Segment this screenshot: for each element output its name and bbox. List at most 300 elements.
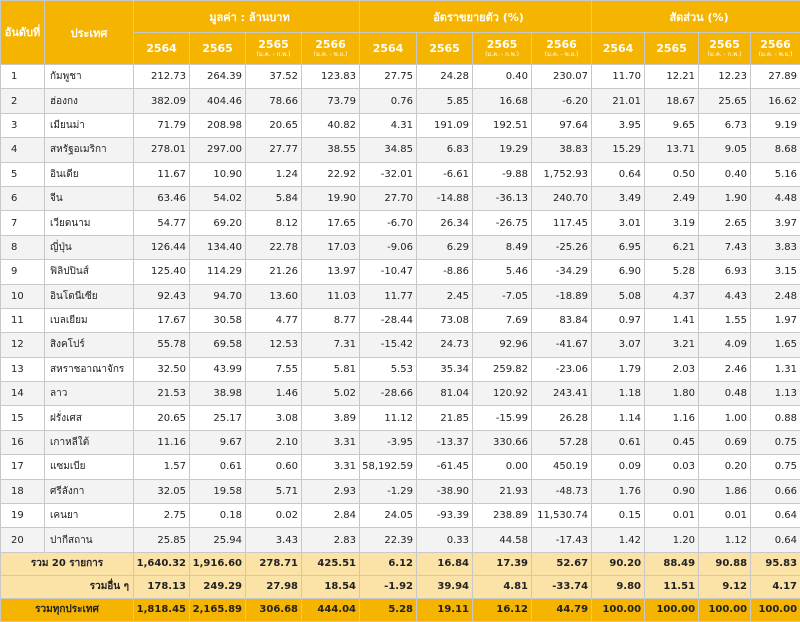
value-cell: 8.12 [246, 211, 302, 235]
value-cell: 0.64 [751, 504, 800, 528]
value-cell: 1.97 [751, 308, 800, 332]
year-label: 2565 [645, 43, 698, 55]
rank-cell: 1 [1, 65, 45, 89]
year-header [417, 33, 473, 65]
value-cell: 0.40 [473, 65, 532, 89]
value-cell: 330.66 [473, 430, 532, 454]
value-cell: 1.18 [592, 382, 645, 406]
value-cell: 264.39 [190, 65, 246, 89]
value-cell: 44.58 [473, 528, 532, 552]
value-cell: 58,192.59 [360, 455, 417, 479]
value-cell: 26.28 [532, 406, 592, 430]
value-cell: -3.95 [360, 430, 417, 454]
value-cell: 450.19 [532, 455, 592, 479]
value-cell: 6.73 [699, 113, 751, 137]
value-cell: 21.85 [417, 406, 473, 430]
rank-cell: 16 [1, 430, 45, 454]
value-cell: -6.20 [532, 89, 592, 113]
value-cell: 5.81 [302, 357, 360, 381]
value-cell: 71.79 [134, 113, 190, 137]
value-cell: 11.77 [360, 284, 417, 308]
total-value-cell: 100.00 [699, 598, 751, 621]
value-cell: 34.85 [360, 138, 417, 162]
value-cell: 2.48 [751, 284, 800, 308]
value-cell: 192.51 [473, 113, 532, 137]
year-label: 2565 [190, 43, 245, 55]
value-cell: 22.78 [246, 235, 302, 259]
value-cell: 13.97 [302, 260, 360, 284]
value-cell: 24.05 [360, 504, 417, 528]
total-value-cell: 100.00 [592, 598, 645, 621]
table-row [1, 65, 800, 89]
value-cell: 0.76 [360, 89, 417, 113]
table-row [1, 455, 800, 479]
total-value-cell: 88.49 [645, 552, 699, 575]
value-cell: 1.79 [592, 357, 645, 381]
value-cell: 9.67 [190, 430, 246, 454]
country-cell: ฟิลิปปินส์ [45, 260, 134, 284]
value-cell: 120.92 [473, 382, 532, 406]
year-note: (ม.ค. - พ.ย.) [532, 51, 591, 59]
value-cell: 0.75 [751, 430, 800, 454]
value-cell: 1.41 [645, 308, 699, 332]
value-cell: 73.79 [302, 89, 360, 113]
value-cell: 0.45 [645, 430, 699, 454]
value-cell: 297.00 [190, 138, 246, 162]
total-value-cell: 11.51 [645, 575, 699, 598]
value-cell: 230.07 [532, 65, 592, 89]
country-cell: สหราชอาณาจักร [45, 357, 134, 381]
value-cell: -36.13 [473, 186, 532, 210]
value-cell: 1.24 [246, 162, 302, 186]
value-cell: 2.83 [302, 528, 360, 552]
value-cell: 12.53 [246, 333, 302, 357]
value-cell: 17.67 [134, 308, 190, 332]
value-cell: 0.15 [592, 504, 645, 528]
rank-cell: 11 [1, 308, 45, 332]
year-header [645, 33, 699, 65]
year-header [473, 33, 532, 65]
rank-header: อันดับที่ [1, 1, 45, 65]
table-row [1, 138, 800, 162]
table-body [1, 65, 800, 553]
country-cell: ศรีลังกา [45, 479, 134, 503]
value-cell: 2.49 [645, 186, 699, 210]
value-cell: 8.68 [751, 138, 800, 162]
value-cell: 0.75 [751, 455, 800, 479]
value-cell: 11.16 [134, 430, 190, 454]
value-cell: 6.21 [645, 235, 699, 259]
total-value-cell: 18.54 [302, 575, 360, 598]
value-cell: 19.29 [473, 138, 532, 162]
rank-cell: 20 [1, 528, 45, 552]
rank-cell: 12 [1, 333, 45, 357]
total-value-cell: 2,165.89 [190, 598, 246, 621]
total-value-cell: 425.51 [302, 552, 360, 575]
country-cell: ลาว [45, 382, 134, 406]
value-cell: -28.44 [360, 308, 417, 332]
year-label: 2565 [473, 39, 531, 51]
value-cell: 37.52 [246, 65, 302, 89]
country-cell: สหรัฐอเมริกา [45, 138, 134, 162]
rank-cell: 14 [1, 382, 45, 406]
rank-cell: 10 [1, 284, 45, 308]
value-cell: 2.75 [134, 504, 190, 528]
value-cell: 0.40 [699, 162, 751, 186]
value-cell: 0.64 [751, 528, 800, 552]
value-cell: 3.31 [302, 455, 360, 479]
value-cell: 40.82 [302, 113, 360, 137]
year-header [360, 33, 417, 65]
value-cell: 24.73 [417, 333, 473, 357]
value-cell: 3.95 [592, 113, 645, 137]
year-label: 2564 [592, 43, 644, 55]
total-value-cell: 249.29 [190, 575, 246, 598]
rank-cell: 4 [1, 138, 45, 162]
country-header: ประเทศ [45, 1, 134, 65]
value-cell: 11.70 [592, 65, 645, 89]
value-cell: 43.99 [190, 357, 246, 381]
country-cell: ฮ่องกง [45, 89, 134, 113]
value-cell: 1.42 [592, 528, 645, 552]
year-label: 2566 [751, 39, 800, 51]
year-header [532, 33, 592, 65]
value-cell: -7.05 [473, 284, 532, 308]
table-row [1, 308, 800, 332]
value-cell: 3.89 [302, 406, 360, 430]
value-cell: 9.65 [645, 113, 699, 137]
value-cell: 2.65 [699, 211, 751, 235]
value-cell: 2.84 [302, 504, 360, 528]
value-cell: 2.93 [302, 479, 360, 503]
value-cell: 6.95 [592, 235, 645, 259]
value-cell: 5.02 [302, 382, 360, 406]
value-cell: 11.03 [302, 284, 360, 308]
value-cell: 32.05 [134, 479, 190, 503]
year-label: 2565 [246, 39, 301, 51]
year-header [134, 33, 190, 65]
total-value-cell: 19.11 [417, 598, 473, 621]
value-cell: 1.55 [699, 308, 751, 332]
value-cell: 259.82 [473, 357, 532, 381]
year-note: (ม.ค. - ก.พ.) [246, 51, 301, 59]
value-cell: 5.08 [592, 284, 645, 308]
value-cell: 0.01 [699, 504, 751, 528]
country-cell: เบลเยียม [45, 308, 134, 332]
value-cell: 4.37 [645, 284, 699, 308]
total-value-cell: 6.12 [360, 552, 417, 575]
table-row [1, 284, 800, 308]
value-cell: 21.01 [592, 89, 645, 113]
table-row [1, 113, 800, 137]
value-cell: 1.20 [645, 528, 699, 552]
value-cell: 0.33 [417, 528, 473, 552]
year-note: (ม.ค. - พ.ย.) [302, 51, 359, 59]
value-cell: 1,752.93 [532, 162, 592, 186]
value-cell: 5.46 [473, 260, 532, 284]
value-cell: 27.70 [360, 186, 417, 210]
total-row [1, 598, 800, 621]
total-row [1, 575, 800, 598]
value-cell: 2.10 [246, 430, 302, 454]
year-note: (ม.ค. - ก.พ.) [699, 51, 750, 59]
year-note: (ม.ค. - ก.พ.) [473, 51, 531, 59]
total-value-cell: 95.83 [751, 552, 800, 575]
year-header [751, 33, 800, 65]
value-cell: 38.83 [532, 138, 592, 162]
value-cell: 0.61 [592, 430, 645, 454]
value-cell: 97.64 [532, 113, 592, 137]
rank-cell: 3 [1, 113, 45, 137]
value-cell: 1.57 [134, 455, 190, 479]
value-cell: 240.70 [532, 186, 592, 210]
value-group-header: มูลค่า : ล้านบาท [134, 1, 360, 33]
value-cell: 6.90 [592, 260, 645, 284]
value-cell: 25.17 [190, 406, 246, 430]
country-cell: แซมเบีย [45, 455, 134, 479]
total-value-cell: 27.98 [246, 575, 302, 598]
country-cell: ฝรั่งเศส [45, 406, 134, 430]
header-row-groups [1, 1, 800, 33]
value-cell: 3.07 [592, 333, 645, 357]
value-cell: -14.88 [417, 186, 473, 210]
value-cell: -8.86 [417, 260, 473, 284]
rank-cell: 8 [1, 235, 45, 259]
value-cell: 2.03 [645, 357, 699, 381]
year-label: 2565 [699, 39, 750, 51]
value-cell: 30.58 [190, 308, 246, 332]
year-label: 2565 [417, 43, 472, 55]
value-cell: 7.55 [246, 357, 302, 381]
value-cell: 2.45 [417, 284, 473, 308]
value-cell: 26.34 [417, 211, 473, 235]
value-cell: 3.19 [645, 211, 699, 235]
table-row [1, 162, 800, 186]
value-cell: 3.31 [302, 430, 360, 454]
rank-cell: 18 [1, 479, 45, 503]
rank-cell: 6 [1, 186, 45, 210]
country-cell: อินเดีย [45, 162, 134, 186]
value-cell: 0.66 [751, 479, 800, 503]
value-cell: 3.15 [751, 260, 800, 284]
value-cell: 3.97 [751, 211, 800, 235]
value-cell: -32.01 [360, 162, 417, 186]
value-cell: -9.06 [360, 235, 417, 259]
value-cell: -9.88 [473, 162, 532, 186]
table-totals [1, 552, 800, 621]
value-cell: 3.43 [246, 528, 302, 552]
value-cell: 10.90 [190, 162, 246, 186]
table-row [1, 235, 800, 259]
total-value-cell: 39.94 [417, 575, 473, 598]
value-cell: 126.44 [134, 235, 190, 259]
value-cell: 38.55 [302, 138, 360, 162]
total-value-cell: 52.67 [532, 552, 592, 575]
rank-cell: 15 [1, 406, 45, 430]
table-row [1, 504, 800, 528]
value-cell: 278.01 [134, 138, 190, 162]
value-cell: 73.08 [417, 308, 473, 332]
value-cell: 1.76 [592, 479, 645, 503]
value-cell: 4.48 [751, 186, 800, 210]
total-value-cell: 178.13 [134, 575, 190, 598]
total-value-cell: 16.84 [417, 552, 473, 575]
country-cell: ญี่ปุ่น [45, 235, 134, 259]
value-cell: 0.18 [190, 504, 246, 528]
year-header [246, 33, 302, 65]
table-row [1, 430, 800, 454]
value-cell: 16.62 [751, 89, 800, 113]
total-value-cell: 5.28 [360, 598, 417, 621]
value-cell: 0.20 [699, 455, 751, 479]
value-cell: 78.66 [246, 89, 302, 113]
country-cell: กัมพูชา [45, 65, 134, 89]
value-cell: 17.03 [302, 235, 360, 259]
value-cell: 63.46 [134, 186, 190, 210]
value-cell: 1.00 [699, 406, 751, 430]
total-value-cell: 444.04 [302, 598, 360, 621]
value-cell: 94.70 [190, 284, 246, 308]
rank-cell: 13 [1, 357, 45, 381]
value-cell: 57.28 [532, 430, 592, 454]
value-cell: 382.09 [134, 89, 190, 113]
country-cell: เคนยา [45, 504, 134, 528]
total-label: รวมอื่น ๆ [1, 575, 134, 598]
total-value-cell: 9.12 [699, 575, 751, 598]
value-cell: 17.65 [302, 211, 360, 235]
value-cell: 20.65 [134, 406, 190, 430]
total-value-cell: 44.79 [532, 598, 592, 621]
total-value-cell: 1,640.32 [134, 552, 190, 575]
value-cell: 0.61 [190, 455, 246, 479]
value-cell: -25.26 [532, 235, 592, 259]
total-value-cell: 100.00 [645, 598, 699, 621]
value-cell: -10.47 [360, 260, 417, 284]
year-label: 2566 [532, 39, 591, 51]
value-cell: 13.71 [645, 138, 699, 162]
country-cell: ปากีสถาน [45, 528, 134, 552]
total-row [1, 552, 800, 575]
value-cell: 0.01 [645, 504, 699, 528]
value-cell: -15.42 [360, 333, 417, 357]
value-cell: -13.37 [417, 430, 473, 454]
value-cell: 81.04 [417, 382, 473, 406]
rank-cell: 19 [1, 504, 45, 528]
value-cell: 24.28 [417, 65, 473, 89]
table-row [1, 357, 800, 381]
value-cell: 4.09 [699, 333, 751, 357]
country-cell: อินโดนีเซีย [45, 284, 134, 308]
value-cell: 3.21 [645, 333, 699, 357]
value-cell: 134.40 [190, 235, 246, 259]
value-cell: 27.77 [246, 138, 302, 162]
year-note: (ม.ค. - พ.ย.) [751, 51, 800, 59]
country-cell: เวียดนาม [45, 211, 134, 235]
value-cell: 13.60 [246, 284, 302, 308]
table-row [1, 186, 800, 210]
total-value-cell: 4.17 [751, 575, 800, 598]
table-row [1, 260, 800, 284]
value-cell: 6.29 [417, 235, 473, 259]
value-cell: 0.60 [246, 455, 302, 479]
value-cell: 0.00 [473, 455, 532, 479]
value-cell: 11.67 [134, 162, 190, 186]
value-cell: 5.71 [246, 479, 302, 503]
value-cell: -1.29 [360, 479, 417, 503]
value-cell: 54.77 [134, 211, 190, 235]
value-cell: 1.16 [645, 406, 699, 430]
value-cell: 21.53 [134, 382, 190, 406]
year-header [592, 33, 645, 65]
table-row [1, 382, 800, 406]
table-row [1, 333, 800, 357]
value-cell: 1.65 [751, 333, 800, 357]
value-cell: 11.12 [360, 406, 417, 430]
value-cell: 0.90 [645, 479, 699, 503]
value-cell: 0.02 [246, 504, 302, 528]
total-value-cell: 278.71 [246, 552, 302, 575]
country-cell: เกาหลีใต้ [45, 430, 134, 454]
value-cell: 0.03 [645, 455, 699, 479]
value-cell: 25.85 [134, 528, 190, 552]
table-row [1, 528, 800, 552]
value-cell: 4.43 [699, 284, 751, 308]
value-cell: 69.58 [190, 333, 246, 357]
value-cell: 19.58 [190, 479, 246, 503]
value-cell: 0.97 [592, 308, 645, 332]
value-cell: 1.13 [751, 382, 800, 406]
value-cell: 1.12 [699, 528, 751, 552]
total-value-cell: 17.39 [473, 552, 532, 575]
year-header [190, 33, 246, 65]
year-label: 2566 [302, 39, 359, 51]
value-cell: 16.68 [473, 89, 532, 113]
rank-cell: 9 [1, 260, 45, 284]
value-cell: 3.49 [592, 186, 645, 210]
total-value-cell: -33.74 [532, 575, 592, 598]
value-cell: 5.53 [360, 357, 417, 381]
value-cell: 92.96 [473, 333, 532, 357]
total-value-cell: 16.12 [473, 598, 532, 621]
total-value-cell: 9.80 [592, 575, 645, 598]
value-cell: -18.89 [532, 284, 592, 308]
value-cell: 114.29 [190, 260, 246, 284]
year-header [699, 33, 751, 65]
total-label: รวมทุกประเทศ [1, 598, 134, 621]
value-cell: 7.31 [302, 333, 360, 357]
growth-group-header: อัตราขยายตัว (%) [360, 1, 592, 33]
value-cell: 38.98 [190, 382, 246, 406]
value-cell: 22.92 [302, 162, 360, 186]
value-cell: 3.01 [592, 211, 645, 235]
value-cell: 0.09 [592, 455, 645, 479]
value-cell: 4.31 [360, 113, 417, 137]
value-cell: 25.65 [699, 89, 751, 113]
value-cell: 7.69 [473, 308, 532, 332]
value-cell: 1.90 [699, 186, 751, 210]
value-cell: -41.67 [532, 333, 592, 357]
value-cell: 125.40 [134, 260, 190, 284]
value-cell: -61.45 [417, 455, 473, 479]
value-cell: 4.77 [246, 308, 302, 332]
value-cell: 32.50 [134, 357, 190, 381]
value-cell: -38.90 [417, 479, 473, 503]
value-cell: 208.98 [190, 113, 246, 137]
value-cell: 55.78 [134, 333, 190, 357]
value-cell: 22.39 [360, 528, 417, 552]
rank-cell: 17 [1, 455, 45, 479]
value-cell: 15.29 [592, 138, 645, 162]
